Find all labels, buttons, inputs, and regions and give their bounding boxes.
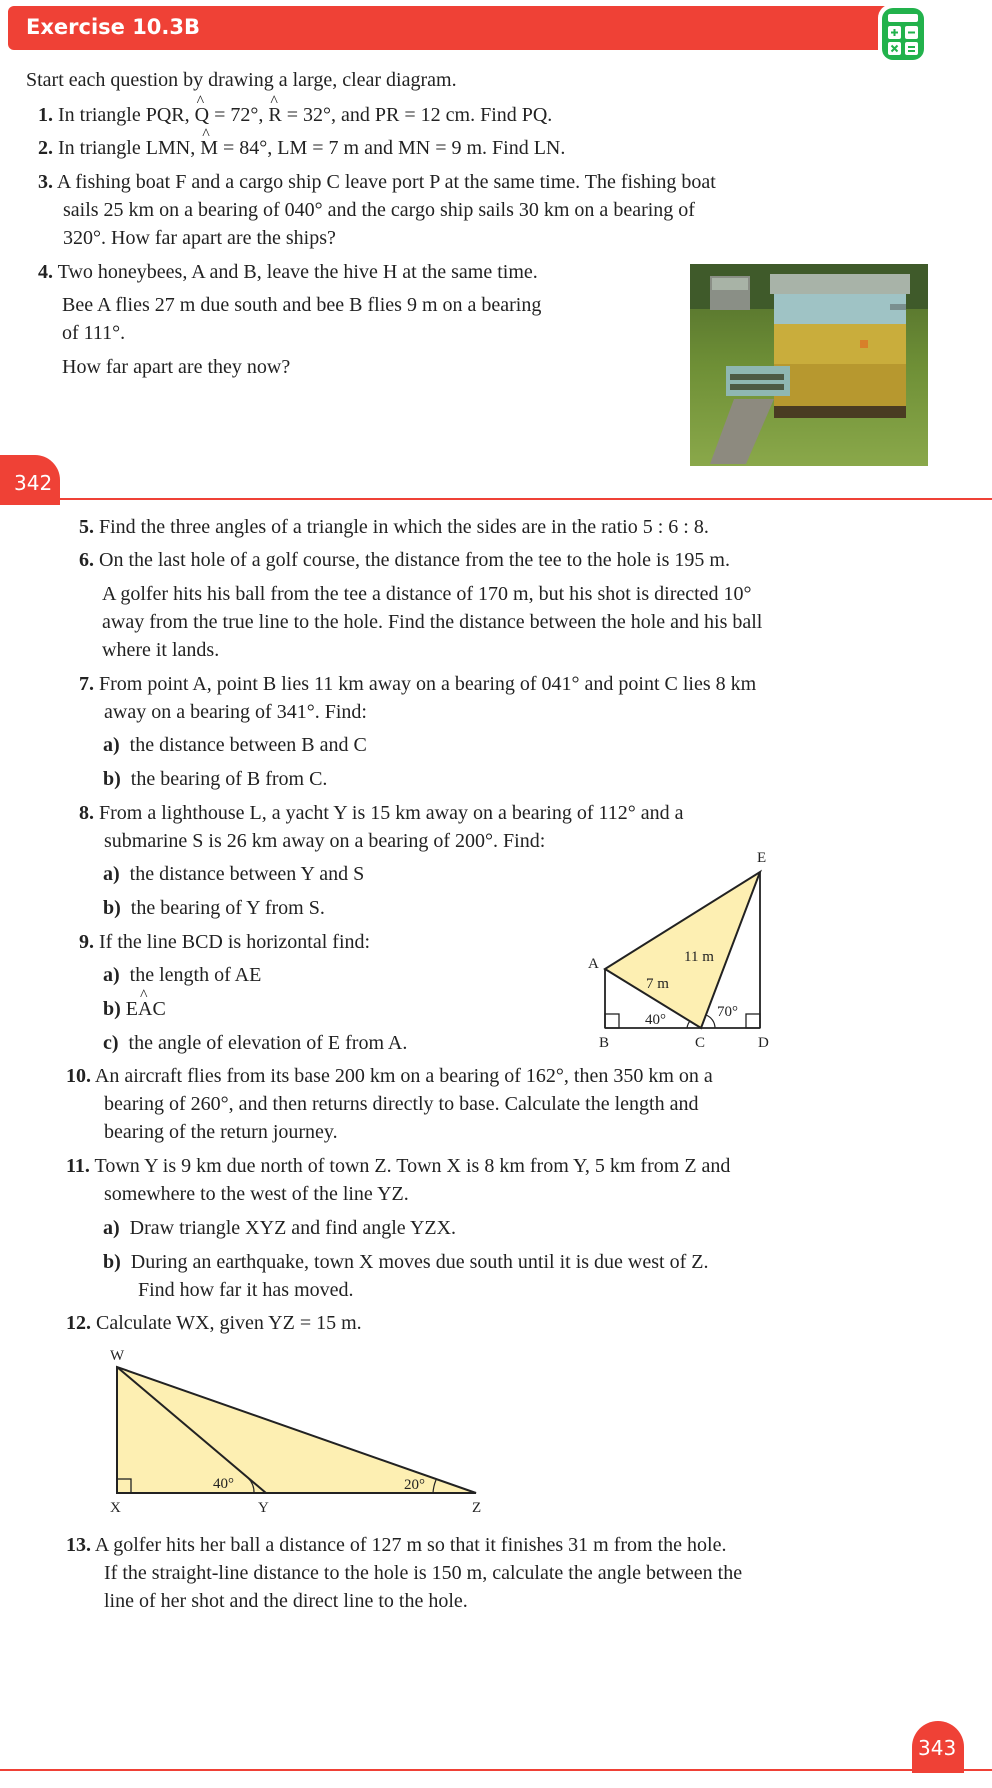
- label-angle-z: 20°: [404, 1477, 425, 1493]
- label-angle-c: 40°: [645, 1012, 666, 1028]
- q9-a-text: the length of AE: [129, 964, 262, 986]
- q12-text: Calculate WX, given YZ = 15 m.: [96, 1312, 362, 1334]
- q9-part-c: [103, 1031, 407, 1055]
- q6-line-3: away from the true line to the hole. Find the distance between the hole and his ball: [102, 611, 763, 633]
- q6-line-4: where it lands.: [102, 639, 220, 661]
- q9-b-e: E: [125, 998, 139, 1020]
- q7-part-a: [103, 733, 367, 757]
- q9-text: If the line BCD is horizontal find:: [99, 931, 371, 953]
- q6-line-1: On the last hole of a golf course, the distance from the tee to the hole is 195 m.: [99, 549, 730, 571]
- label-c: C: [695, 1035, 706, 1051]
- q1-text-c: = 32°, and PR = 12 cm. Find PQ.: [281, 104, 553, 126]
- triangle-wxz-fill: [117, 1367, 476, 1493]
- q9-c-text: the angle of elevation of E from A.: [128, 1032, 408, 1054]
- page-divider: [0, 498, 992, 500]
- exercise-title: Exercise 10.3B: [26, 15, 201, 39]
- q1-angle-r: ^ R: [268, 103, 281, 127]
- question-9: [79, 930, 370, 954]
- q9-number: 9.: [79, 931, 94, 953]
- intro-text: Start each question by drawing a large, clear diagram.: [26, 69, 457, 91]
- q10-line-1: An aircraft flies from its base 200 km on a bearing of 162°, then 350 km on a: [94, 1065, 713, 1087]
- q7-a-text: the distance between B and C: [129, 734, 367, 756]
- q8-b-text: the bearing of Y from S.: [130, 897, 325, 919]
- q9-c-label: c): [103, 1032, 119, 1054]
- q2-angle-m: ^ M: [200, 136, 218, 160]
- q7-part-b: [103, 767, 327, 791]
- q7-b-text: the bearing of B from C.: [130, 768, 328, 790]
- label-x: X: [110, 1500, 121, 1516]
- q13-number: 13.: [66, 1534, 91, 1556]
- q4-number: 4.: [38, 261, 53, 283]
- question-5: [79, 515, 709, 539]
- calculator-icon: [876, 2, 930, 66]
- q8-number: 8.: [79, 802, 94, 824]
- label-w: W: [110, 1348, 125, 1364]
- q5-number: 5.: [79, 516, 94, 538]
- label-angle-d: 70°: [717, 1004, 738, 1020]
- q3-line-2: sails 25 km on a bearing of 040° and the cargo ship sails 30 km on a bearing of: [63, 199, 695, 221]
- label-ce-length: 11 m: [684, 949, 714, 965]
- q3-number: 3.: [38, 171, 53, 193]
- q11-part-a: [103, 1216, 456, 1240]
- q8-part-b: [103, 896, 325, 920]
- label-angle-y: 40°: [213, 1476, 234, 1492]
- q11-part-b: [103, 1250, 708, 1274]
- q9-b-angle-a: ^ A: [138, 997, 152, 1021]
- q1-angle-q: ^ Q: [195, 103, 209, 127]
- q4-line-2: Bee A flies 27 m due south and bee B flies 9 m on a bearing: [62, 294, 542, 316]
- right-angle-d: [746, 1014, 760, 1028]
- q8-part-a: [103, 862, 364, 886]
- label-a: A: [588, 956, 599, 972]
- q9-b-c: C: [152, 998, 166, 1020]
- q2-text-a: In triangle LMN,: [58, 137, 201, 159]
- question-8: [79, 801, 684, 825]
- q10-number: 10.: [66, 1065, 91, 1087]
- q2-text-b: = 84°, LM = 7 m and MN = 9 m. Find LN.: [217, 137, 566, 159]
- question-2: [38, 136, 565, 160]
- q7-a-label: a): [103, 734, 120, 756]
- q9-part-a: [103, 963, 261, 987]
- label-y: Y: [258, 1500, 269, 1516]
- q3-line-3: 320°. How far apart are the ships?: [63, 227, 336, 249]
- question-13: [66, 1533, 726, 1557]
- q1-number: 1.: [38, 104, 53, 126]
- q4-line-3: of 111°.: [62, 322, 126, 344]
- angle-arc-c-left: [687, 1021, 690, 1028]
- q11-number: 11.: [66, 1155, 90, 1177]
- q6-number: 6.: [79, 549, 94, 571]
- q4-line-1: Two honeybees, A and B, leave the hive H at the same time.: [57, 261, 538, 283]
- q2-number: 2.: [38, 137, 53, 159]
- label-z: Z: [472, 1500, 482, 1516]
- q10-line-2: bearing of 260°, and then returns directly to base. Calculate the length and: [104, 1093, 699, 1115]
- question-7: [79, 672, 756, 696]
- question-10: [66, 1064, 713, 1088]
- q11-line-1: Town Y is 9 km due north of town Z. Town X is 8 km from Y, 5 km from Z and: [94, 1155, 731, 1177]
- q8-b-label: b): [103, 897, 121, 919]
- q11-b-line-2: Find how far it has moved.: [138, 1279, 354, 1301]
- q9-part-b: [103, 997, 166, 1021]
- diagram-triangle-ace: [580, 842, 780, 1052]
- q6-line-2: A golfer hits his ball from the tee a distance of 170 m, but his shot is directed 10°: [102, 583, 752, 605]
- label-e: E: [757, 850, 767, 866]
- page-number-right: 343: [918, 1736, 957, 1760]
- q9-b-label: b): [103, 998, 121, 1020]
- q13-line-1: A golfer hits her ball a distance of 127 m so that it finishes 31 m from the hole.: [94, 1534, 727, 1556]
- label-d: D: [758, 1035, 769, 1051]
- q13-line-3: line of her shot and the direct line to the hole.: [104, 1590, 468, 1612]
- label-ac-length: 7 m: [646, 976, 669, 992]
- bottom-page-rule: [0, 1769, 992, 1771]
- label-b: B: [599, 1035, 610, 1051]
- q7-line-2: away on a bearing of 341°. Find:: [104, 701, 367, 723]
- diagram-triangle-wxz: [100, 1340, 500, 1520]
- question-6: [79, 548, 730, 572]
- q1-text-a: In triangle PQR,: [58, 104, 195, 126]
- question-12: [66, 1311, 362, 1335]
- q13-line-2: If the straight-line distance to the hole is 150 m, calculate the angle between the: [104, 1562, 743, 1584]
- q5-text: Find the three angles of a triangle in which the sides are in the ratio 5 : 6 : 8.: [99, 516, 709, 538]
- question-11: [66, 1154, 730, 1178]
- q12-number: 12.: [66, 1312, 91, 1334]
- page-number-left: 342: [14, 471, 53, 495]
- right-angle-b: [605, 1014, 619, 1028]
- q8-line-2: submarine S is 26 km away on a bearing of 200°. Find:: [104, 830, 546, 852]
- q7-line-1: From point A, point B lies 11 km away on a bearing of 041° and point C lies 8 km: [99, 673, 757, 695]
- q11-a-label: a): [103, 1217, 120, 1239]
- q1-text-b: = 72°,: [209, 104, 269, 126]
- q11-line-2: somewhere to the west of the line YZ.: [104, 1183, 409, 1205]
- q7-number: 7.: [79, 673, 94, 695]
- q8-line-1: From a lighthouse L, a yacht Y is 15 km away on a bearing of 112° and a: [99, 802, 684, 824]
- q11-b-label: b): [103, 1251, 121, 1273]
- q3-line-1: A fishing boat F and a cargo ship C leave port P at the same time. The fishing boat: [56, 171, 716, 193]
- q7-b-label: b): [103, 768, 121, 790]
- q4-line-4: How far apart are they now?: [62, 356, 291, 378]
- q11-a-text: Draw triangle XYZ and find angle YZX.: [129, 1217, 457, 1239]
- beehive-photo: [690, 264, 928, 466]
- question-4: [38, 260, 538, 284]
- q8-a-label: a): [103, 863, 120, 885]
- angle-arc-c-right: [706, 1015, 715, 1028]
- q9-a-label: a): [103, 964, 120, 986]
- q10-line-3: bearing of the return journey.: [104, 1121, 338, 1143]
- q8-a-text: the distance between Y and S: [129, 863, 365, 885]
- question-3: [38, 170, 716, 194]
- q11-b-line-1: During an earthquake, town X moves due south until it is due west of Z.: [130, 1251, 709, 1273]
- question-1: [38, 103, 552, 127]
